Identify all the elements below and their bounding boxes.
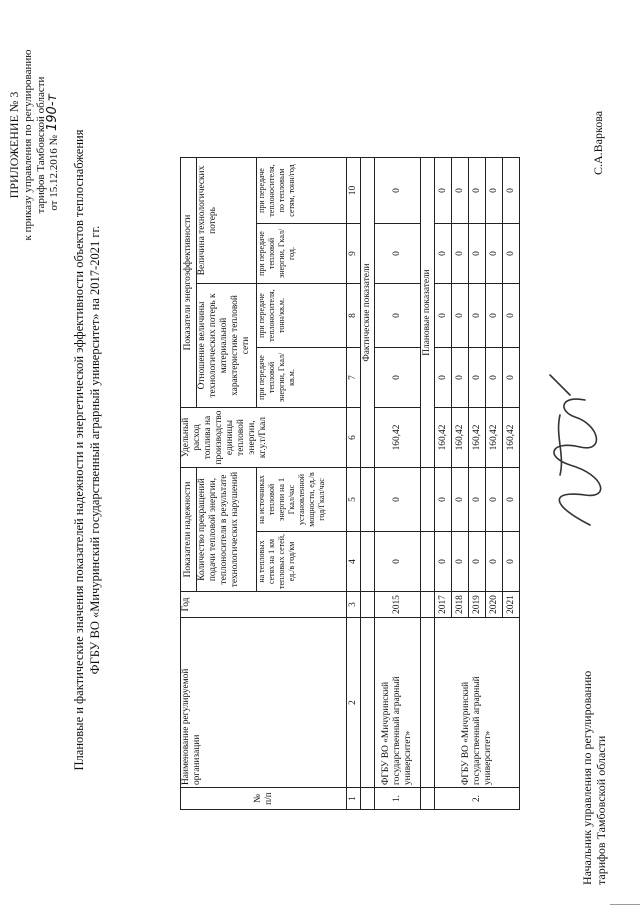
header-ratio-heat: при передаче тепловой энергии, Гкал/кв.м. <box>257 348 347 408</box>
row-org: ФГБУ ВО «Мичуринский государственный аграрный университет» <box>375 618 421 788</box>
cell-value: 0 <box>503 158 520 224</box>
cell-value: 0 <box>452 158 469 224</box>
cell-value: 0 <box>469 468 486 532</box>
cell-value: 0 <box>435 158 452 224</box>
row-org: ФГБУ ВО «Мичуринский государственный аграрный университет» <box>435 618 520 788</box>
cell-value: 0 <box>435 224 452 284</box>
header-reliability: Показатели надежности <box>181 468 197 592</box>
cell-value: 0 <box>452 284 469 348</box>
table-row <box>375 158 421 810</box>
cell-value: 0 <box>375 348 421 408</box>
header-num: № п/п <box>181 788 347 810</box>
cell-value: 0 <box>503 468 520 532</box>
signature-stroke-icon <box>530 365 620 535</box>
header-losses-heat: при передаче тепловой энергии, Гкал/год. <box>257 224 347 284</box>
cell-value: 0 <box>486 532 503 592</box>
cell-value: 0 <box>469 532 486 592</box>
cell-value: 0 <box>435 532 452 592</box>
cell-value: 0 <box>486 348 503 408</box>
row-year: 2021 <box>503 592 520 618</box>
table-row <box>435 158 452 810</box>
col-number: 4 <box>347 532 361 592</box>
cell-value: 0 <box>486 284 503 348</box>
signer-name: С.А.Варкова <box>591 110 605 175</box>
col-number: 2 <box>347 618 361 788</box>
cell-value: 0 <box>375 532 421 592</box>
col-number: 10 <box>347 158 361 224</box>
cell-value: 160,42 <box>375 408 421 468</box>
cell-value: 0 <box>486 158 503 224</box>
header-efficiency: Показатели энергоэффективности <box>181 158 197 408</box>
col-number: 8 <box>347 284 361 348</box>
cell-value: 0 <box>503 224 520 284</box>
header-losses-carrier: при передаче теплоносителя, по тепловым сетям, тонн/год <box>257 158 347 224</box>
header-org: Наименование регулируемой организации <box>181 618 347 788</box>
cell-value: 0 <box>452 468 469 532</box>
cell-value: 0 <box>486 224 503 284</box>
signature-image <box>530 365 620 535</box>
document-title-line1: Плановые и фактические значения показателей надежности и энергетической эффективности объектов теплоснабжения <box>72 129 86 771</box>
cell-value: 0 <box>375 224 421 284</box>
header-specific-fuel: Удельный расход топлива на производство единицы тепловой энергии, кг.у.т/Гкал <box>181 408 347 468</box>
row-year: 2020 <box>486 592 503 618</box>
row-year: 2018 <box>452 592 469 618</box>
cell-value: 0 <box>469 284 486 348</box>
cell-value: 0 <box>375 158 421 224</box>
appendix-title: ПРИЛОЖЕНИЕ № 3 <box>7 91 21 199</box>
cell-value: 160,42 <box>435 408 452 468</box>
plan-section-label: Плановые показатели <box>421 158 435 468</box>
date-line: от 15.12.2016 № <box>48 135 60 211</box>
header-reliability-sub: Количество прекращений подачи тепловой энергии, теплоносителя в результате технологических нарушений <box>197 468 257 592</box>
cell-value: 0 <box>503 532 520 592</box>
order-number-handwritten: 190-т <box>45 93 60 131</box>
col-number: 6 <box>347 408 361 468</box>
cell-value: 0 <box>435 284 452 348</box>
signer-position-line1: Начальник управления по регулированию <box>580 670 594 885</box>
row-year: 2019 <box>469 592 486 618</box>
cell-value: 0 <box>503 348 520 408</box>
signer-position-line2: тарифов Тамбовской области <box>594 735 608 885</box>
cell-value: 0 <box>435 468 452 532</box>
cell-value: 0 <box>486 468 503 532</box>
row-num: 1. <box>375 788 421 810</box>
fact-section-label: Фактические показатели <box>361 158 375 468</box>
header-year: Год <box>181 592 347 618</box>
header-losses-title: Величина технологических потерь <box>197 158 257 284</box>
indicators-table <box>180 157 520 810</box>
col-number: 1 <box>347 788 361 810</box>
cell-value: 0 <box>375 284 421 348</box>
cell-value: 160,42 <box>486 408 503 468</box>
cell-value: 160,42 <box>503 408 520 468</box>
header-rel-networks: на тепловых сетях на 1 км тепловых сетей, ед./в год/км <box>257 532 347 592</box>
column-number-row <box>347 158 361 810</box>
cell-value: 0 <box>375 468 421 532</box>
col-number: 5 <box>347 468 361 532</box>
cell-value: 160,42 <box>469 408 486 468</box>
row-year: 2015 <box>375 592 421 618</box>
cell-value: 0 <box>452 224 469 284</box>
header-ratio-title: Отношение величины технологических потерь к материальной характеристике тепловой сети <box>197 284 257 408</box>
order-line: к приказу управления по регулированию <box>22 49 34 241</box>
row-year: 2017 <box>435 592 452 618</box>
order-line-2: тарифов Тамбовской области <box>35 76 47 214</box>
col-number: 7 <box>347 348 361 408</box>
col-number: 3 <box>347 592 361 618</box>
row-num: 2. <box>435 788 520 810</box>
cell-value: 0 <box>435 348 452 408</box>
cell-value: 0 <box>469 224 486 284</box>
header-rel-sources: на источниках тепловой энергии на 1 Гкал/час установленной мощности, ед./в год/Гкал/час <box>257 468 347 532</box>
document-title-line2: ФГБУ ВО «Мичуринский государственный аграрный университет» на 2017-2021 гг. <box>88 225 102 675</box>
cell-value: 160,42 <box>452 408 469 468</box>
cell-value: 0 <box>452 348 469 408</box>
cell-value: 0 <box>469 158 486 224</box>
cell-value: 0 <box>469 348 486 408</box>
col-number: 9 <box>347 224 361 284</box>
header-ratio-carrier: при передаче теплоносителя, тонн/кв.м. <box>257 284 347 348</box>
cell-value: 0 <box>503 284 520 348</box>
cell-value: 0 <box>452 532 469 592</box>
